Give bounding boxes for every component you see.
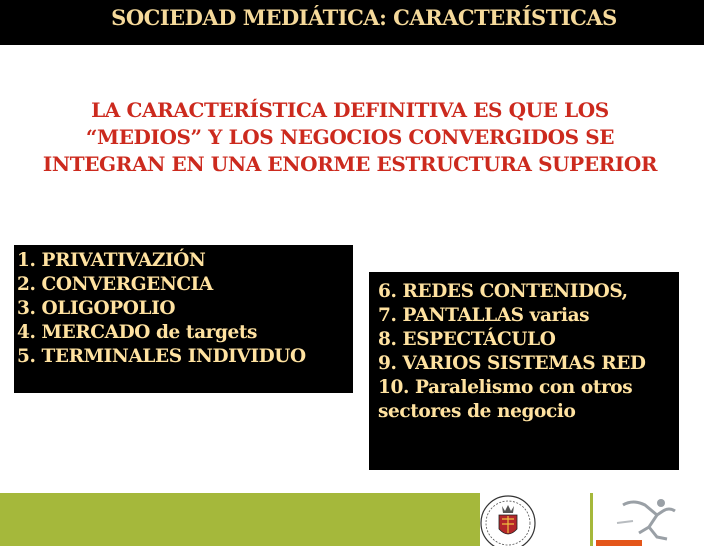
seal-panel <box>480 493 590 546</box>
characteristics-box-left <box>14 245 353 393</box>
accent-strip <box>596 540 642 546</box>
list-item: 9. VARIOS SISTEMAS RED <box>378 353 646 374</box>
list-item: 3. OLIGOPOLIO <box>17 298 176 319</box>
title-bar <box>0 0 728 45</box>
headline-line-2: “MEDIOS” Y LOS NEGOCIOS CONVERGIDOS SE <box>85 125 615 149</box>
list-item: 1. PRIVATIVAZIÓN <box>17 250 206 271</box>
slide-title: SOCIEDAD MEDIÁTICA: CARACTERÍSTICAS <box>111 5 617 30</box>
list-item: 6. REDES CONTENIDOS, <box>378 281 628 302</box>
characteristics-list-left <box>17 249 306 369</box>
logo-panel <box>593 493 728 546</box>
headline-line-3: INTEGRAN EN UNA ENORME ESTRUCTURA SUPERIOR <box>42 152 658 176</box>
characteristics-box-right <box>369 272 679 470</box>
list-item: 7. PANTALLAS varias <box>378 305 590 326</box>
university-seal-icon <box>480 493 590 546</box>
list-item: 2. CONVERGENCIA <box>17 274 213 295</box>
list-item: 8. ESPECTÁCULO <box>378 329 556 350</box>
list-item: 5. TERMINALES INDIVIDUO <box>17 346 306 367</box>
headline <box>20 97 680 178</box>
runner-logo-icon <box>593 493 728 546</box>
list-item: 4. MERCADO de targets <box>17 322 258 343</box>
characteristics-list-right <box>378 280 676 424</box>
list-item: 10. Paralelismo con otros sectores de negocio <box>378 377 633 422</box>
title-notch <box>704 0 728 45</box>
headline-line-1: LA CARACTERÍSTICA DEFINITIVA ES QUE LOS <box>91 98 609 122</box>
